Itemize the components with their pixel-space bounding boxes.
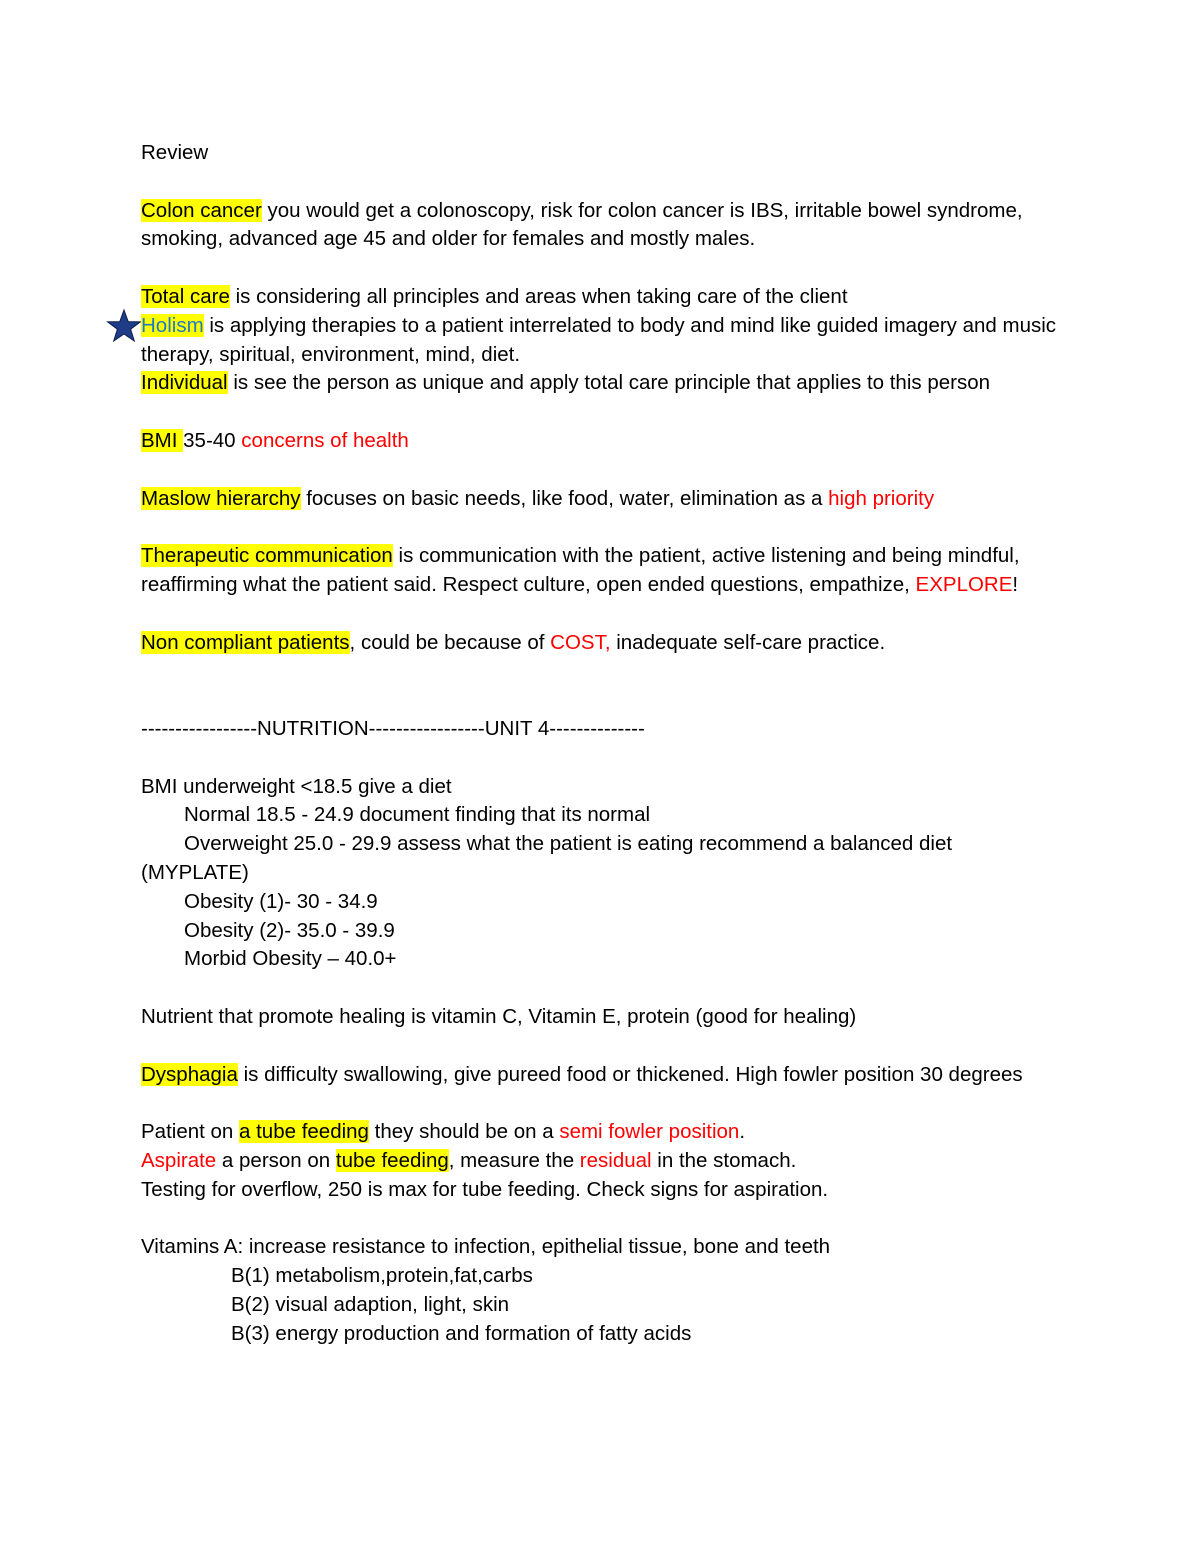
- paragraph-therapeutic: Therapeutic communication is communication with the patient, active listening and being mindful, reaffirming what the patient said. Respect culture, open ended questions, empathize, EXPLORE!: [141, 544, 1020, 596]
- paragraph-maslow: Maslow hierarchy focuses on basic needs, like food, water, elimination as a high priority: [141, 486, 935, 510]
- red-emphasis: semi fowler position: [559, 1120, 740, 1144]
- term-highlight: a tube feeding: [239, 1120, 369, 1144]
- paragraph-nutrient: Nutrient that promote healing is vitamin C, Vitamin E, protein (good for healing): [141, 1004, 857, 1028]
- red-emphasis: concerns of health: [241, 428, 409, 452]
- term-highlight: tube feeding: [335, 1148, 449, 1172]
- term-highlight: Maslow hierarchy: [141, 486, 301, 510]
- paragraph-dysphagia: Dysphagia is difficulty swallowing, give pureed food or thickened. High fowler position 30 degrees: [141, 1062, 1023, 1086]
- paragraph-noncompliant: Non compliant patients, could be because of COST, inadequate self-care practice.: [141, 630, 886, 654]
- bmi-normal: Normal 18.5 - 24.9 document finding that its normal: [184, 803, 651, 827]
- term-highlight: BMI: [141, 428, 184, 452]
- vitamin-b1: B(1) metabolism,protein,fat,carbs: [231, 1264, 533, 1288]
- bmi-underweight: BMI underweight <18.5 give a diet: [141, 774, 452, 798]
- vitamins-list: [141, 1233, 1101, 1348]
- bmi-obesity-1: Obesity (1)- 30 - 34.9: [184, 889, 378, 913]
- red-emphasis: Aspirate: [141, 1148, 217, 1172]
- document-page: [141, 139, 1101, 1348]
- term-highlight: Dysphagia: [141, 1062, 238, 1086]
- bmi-myplate: (MYPLATE): [141, 860, 249, 884]
- paragraph-tube-feeding: Patient on a tube feeding they should be on a semi fowler position.: [141, 1120, 746, 1144]
- vitamin-b2: B(2) visual adaption, light, skin: [231, 1292, 510, 1316]
- term-highlight: Colon cancer: [141, 198, 262, 222]
- bmi-obesity-2: Obesity (2)- 35.0 - 39.9: [184, 918, 395, 942]
- term-highlight: Total care: [141, 284, 230, 308]
- paragraph-aspirate: Aspirate a person on tube feeding, measure the residual in the stomach.: [141, 1148, 797, 1172]
- paragraph-bmi: BMI 35-40 concerns of health: [141, 428, 409, 452]
- paragraph-total-care: Total care is considering all principles and areas when taking care of the client: [141, 284, 848, 308]
- bmi-list: [141, 773, 1101, 975]
- nutrition-header: -----------------NUTRITION-----------------UNIT 4--------------: [141, 716, 645, 740]
- paragraph-testing: Testing for overflow, 250 is max for tube feeding. Check signs for aspiration.: [141, 1177, 829, 1201]
- red-emphasis: residual: [579, 1148, 652, 1172]
- paragraph-individual: Individual is see the person as unique and apply total care principle that applies to this person: [141, 371, 991, 395]
- star-icon: [106, 308, 142, 344]
- paragraph-holism: Holism is applying therapies to a patient interrelated to body and mind like guided imagery and music therapy, spiritual, environment, mind, diet.: [141, 313, 1057, 366]
- bmi-morbid: Morbid Obesity – 40.0+: [184, 947, 397, 971]
- bmi-overweight: Overweight 25.0 - 29.9 assess what the patient is eating recommend a balanced diet: [184, 832, 953, 856]
- vitamin-a: Vitamins A: increase resistance to infection, epithelial tissue, bone and teeth: [141, 1235, 831, 1259]
- vitamin-b3: B(3) energy production and formation of fatty acids: [231, 1321, 692, 1345]
- paragraph-colon-cancer: Colon cancer you would get a colonoscopy, risk for colon cancer is IBS, irritable bowel syndrome, smoking, advanced age 45 and older for females and mostly males.: [141, 198, 1023, 251]
- doc-title: Review: [141, 141, 209, 164]
- term-highlight: Non compliant patients: [141, 630, 350, 654]
- red-emphasis: EXPLORE: [915, 572, 1013, 596]
- term-highlight: Holism: [141, 313, 204, 337]
- red-emphasis: COST,: [550, 630, 611, 654]
- term-highlight: Individual: [141, 371, 228, 395]
- term-highlight: Therapeutic communication: [141, 544, 393, 568]
- red-emphasis: high priority: [828, 486, 935, 510]
